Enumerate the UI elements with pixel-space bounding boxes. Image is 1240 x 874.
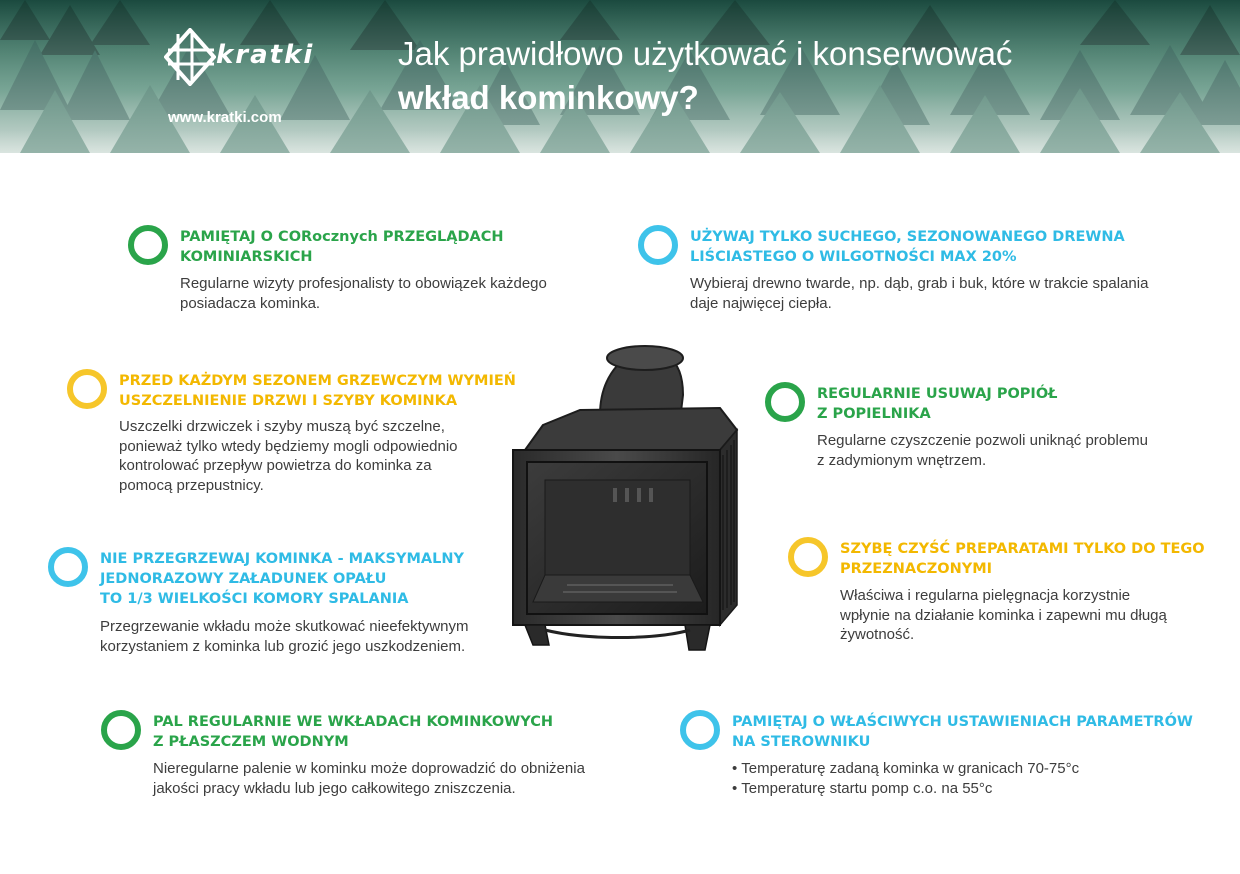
tip-text-line: daje najwięcej ciepła. <box>690 294 832 312</box>
page-title <box>398 32 1012 120</box>
settings-list <box>732 759 1079 798</box>
blue-ring-icon <box>680 710 720 750</box>
tip-description <box>180 274 547 313</box>
tip-title-line: KOMINIARSKICH <box>180 249 313 265</box>
green-ring-icon <box>765 382 805 422</box>
tip-text-line: z zadymionym wnętrzem. <box>817 451 987 469</box>
tip-title <box>840 539 1205 579</box>
tip-title-line: UŻYWAJ TYLKO SUCHEGO, SEZONOWANEGO DREWNA <box>690 229 1125 245</box>
tip-description <box>690 274 1148 313</box>
tip-title-line: REGULARNIE USUWAJ POPIÓŁ <box>817 386 1058 402</box>
tip-title <box>817 384 1057 424</box>
yellow-ring-icon <box>788 537 828 577</box>
tip-description <box>817 431 1148 470</box>
tip-description <box>119 417 458 495</box>
tip-title <box>690 227 1125 267</box>
tip-description <box>732 759 1079 798</box>
logo-wordmark: kratki <box>216 40 315 70</box>
tip-title <box>100 549 464 609</box>
tip-title-line: PAMIĘTAJ O WŁAŚCIWYCH USTAWIENIACH PARAMETRÓW <box>732 714 1193 730</box>
tip-text-line: korzystaniem z kominka lub grozić jego uszkodzeniem. <box>100 637 466 655</box>
tip-title-line: Z POPIELNIKA <box>817 406 931 422</box>
tip-text-line: Nieregularne palenie w kominku może doprowadzić do obniżenia <box>153 760 585 777</box>
tip-text-line: kontrolować przepływ powietrza do kominka za <box>119 457 432 474</box>
website-link[interactable]: www.kratki.com <box>168 109 282 126</box>
tip-description <box>840 586 1167 645</box>
list-item: • Temperaturę startu pomp c.o. na 55°c <box>732 779 1079 799</box>
tip-text-line: Regularne wizyty profesjonalisty to obowiązek każdego <box>180 275 547 292</box>
yellow-ring-icon <box>67 369 107 409</box>
tip-title-line: PRZEZNACZONYMI <box>840 561 993 577</box>
fireplace-insert-image <box>505 340 755 660</box>
title-line-1: Jak prawidłowo użytkować i konserwować <box>398 35 1013 72</box>
tip-title <box>180 227 504 267</box>
tip-title-line: SZYBĘ CZYŚĆ PREPARATAMI TYLKO DO TEGO <box>840 541 1205 557</box>
tip-title-line: PAL REGULARNIE WE WKŁADACH KOMINKOWYCH <box>153 714 553 730</box>
tip-text-line: ponieważ tylko wtedy będziemy mogli odpowiednio <box>119 437 458 455</box>
tip-text-line: Uszczelki drzwiczek i szyby muszą być szczelne, <box>119 418 445 435</box>
tip-title-line: NIE PRZEGRZEWAJ KOMINKA - MAKSYMALNY <box>100 551 464 567</box>
tip-title-line: TO 1/3 WIELKOŚCI KOMORY SPALANIA <box>100 591 409 607</box>
tip-title-line: LIŚCIASTEGO O WILGOTNOŚCI MAX 20% <box>690 249 1017 265</box>
tip-description <box>100 617 469 656</box>
tip-title-line: NA STEROWNIKU <box>732 734 871 750</box>
tip-text-line: Wybieraj drewno twarde, np. dąb, grab i buk, które w trakcie spalania <box>690 275 1149 292</box>
tip-title <box>153 712 553 752</box>
tip-title <box>732 712 1193 752</box>
tip-description <box>153 759 585 798</box>
blue-ring-icon <box>48 547 88 587</box>
tip-text-line: wpłynie na działanie kominka i zapewni mu długą <box>840 606 1167 624</box>
tip-title-line: JEDNORAZOWY ZAŁADUNEK OPAŁU <box>100 571 387 587</box>
kratki-logo-icon <box>164 28 216 86</box>
tip-text-line: pomocą przepustnicy. <box>119 476 264 494</box>
tip-text-line: Przegrzewanie wkładu może skutkować nieefektywnym <box>100 618 469 635</box>
header-banner <box>0 0 1240 153</box>
list-item: • Temperaturę zadaną kominka w granicach 70-75°c <box>732 759 1079 779</box>
tip-title-line: PAMIĘTAJ O CORocznych PRZEGLĄDACH <box>180 229 504 245</box>
kratki-logo[interactable] <box>164 28 339 88</box>
green-ring-icon <box>128 225 168 265</box>
tip-text-line: Właściwa i regularna pielęgnacja korzystnie <box>840 587 1131 604</box>
tip-text-line: posiadacza kominka. <box>180 294 321 312</box>
tip-title-line: PRZED KAŻDYM SEZONEM GRZEWCZYM WYMIEŃ <box>119 373 516 389</box>
tip-text-line: Regularne czyszczenie pozwoli uniknąć problemu <box>817 432 1149 449</box>
tip-text-line: żywotność. <box>840 626 915 643</box>
blue-ring-icon <box>638 225 678 265</box>
title-line-2: wkład kominkowy? <box>398 79 699 116</box>
tip-text-line: jakości pracy wkładu lub jego całkowitego zniszczenia. <box>153 779 516 797</box>
tip-title-line: Z PŁASZCZEM WODNYM <box>153 734 349 750</box>
tip-title-line: USZCZELNIENIE DRZWI I SZYBY KOMINKA <box>119 393 458 409</box>
green-ring-icon <box>101 710 141 750</box>
tip-title <box>119 371 516 411</box>
